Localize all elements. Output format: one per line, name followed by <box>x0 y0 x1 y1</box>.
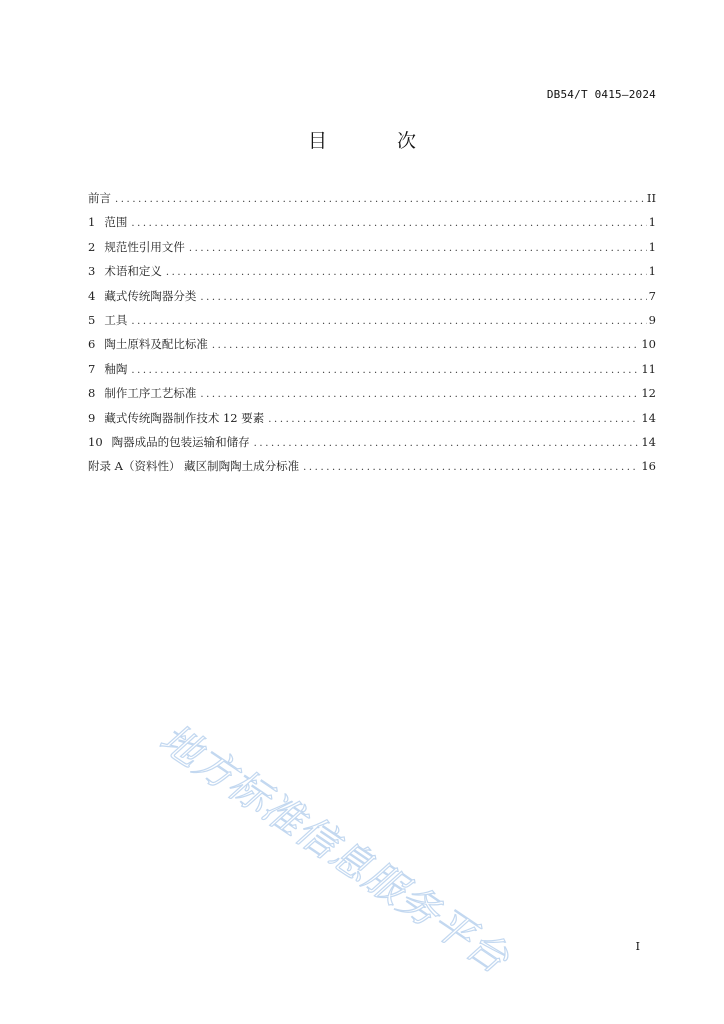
toc-entry-tools[interactable] <box>88 312 656 336</box>
toc-entry-title: 陶土原料及配比标准 <box>104 337 208 352</box>
toc-entry-page: II <box>646 191 656 205</box>
toc-entry-label <box>88 190 115 206</box>
document-code: DB54/T 0415—2024 <box>546 88 656 101</box>
watermark: 地方标准信息服务平台 <box>151 715 517 983</box>
toc-leader-dots <box>115 192 645 208</box>
table-of-contents <box>88 190 656 483</box>
toc-entry-clay-materials[interactable] <box>88 336 656 360</box>
toc-entry-page: 16 <box>641 459 656 474</box>
toc-entry-label <box>88 214 131 230</box>
toc-entry-terms-definitions[interactable] <box>88 263 656 287</box>
toc-leader-dots <box>131 314 646 330</box>
toc-entry-label <box>88 312 131 328</box>
toc-entry-number: 6 <box>88 337 96 352</box>
toc-entry-label <box>88 410 268 426</box>
toc-entry-page: 1 <box>648 264 656 279</box>
toc-entry-label <box>88 434 254 450</box>
toc-entry-label <box>88 263 166 279</box>
toc-leader-dots <box>254 436 640 452</box>
toc-entry-page: 14 <box>641 434 656 449</box>
toc-entry-appendix-a[interactable] <box>88 458 656 482</box>
toc-leader-dots <box>303 460 639 476</box>
toc-entry-label <box>88 361 131 377</box>
toc-entry-page: 1 <box>648 215 656 230</box>
toc-entry-classification[interactable] <box>88 288 656 312</box>
toc-entry-scope[interactable] <box>88 214 656 238</box>
toc-entry-label <box>88 336 212 352</box>
toc-leader-dots <box>131 216 646 232</box>
toc-entry-page: 11 <box>641 361 656 376</box>
toc-leader-dots <box>189 241 647 257</box>
page-title: 目 次 <box>307 130 449 152</box>
toc-entry-twelve-elements[interactable] <box>88 410 656 434</box>
toc-entry-label <box>88 239 189 255</box>
page-number: I <box>635 940 640 953</box>
toc-entry-page: 12 <box>641 386 656 401</box>
toc-entry-title: 范围 <box>104 215 128 230</box>
toc-entry-title: 术语和定义 <box>104 264 162 279</box>
toc-entry-page: 14 <box>641 410 656 425</box>
toc-entry-title: 釉陶 <box>104 361 128 376</box>
toc-entry-page: 10 <box>641 337 656 352</box>
toc-entry-label <box>88 458 303 474</box>
toc-entry-title: 制作工序工艺标准 <box>104 386 197 401</box>
toc-leader-dots <box>166 265 647 281</box>
toc-leader-dots <box>200 387 639 403</box>
toc-leader-dots <box>200 290 646 306</box>
toc-entry-title: 规范性引用文件 <box>104 239 185 254</box>
toc-leader-dots <box>212 338 640 354</box>
toc-entry-number: 10 <box>88 434 103 449</box>
toc-leader-dots <box>268 412 639 428</box>
toc-entry-number: 3 <box>88 264 96 279</box>
toc-entry-foreword[interactable] <box>88 190 656 214</box>
toc-entry-number: 9 <box>88 410 96 425</box>
toc-entry-page: 1 <box>648 239 656 254</box>
toc-entry-label <box>88 385 200 401</box>
toc-entry-title: 藏式传统陶器分类 <box>104 288 197 303</box>
toc-entry-number: 8 <box>88 386 96 401</box>
toc-entry-page: 9 <box>648 312 656 327</box>
toc-entry-number: 1 <box>88 215 96 230</box>
toc-entry-process-standards[interactable] <box>88 385 656 409</box>
toc-entry-number: 7 <box>88 361 96 376</box>
toc-entry-title: 工具 <box>104 312 128 327</box>
toc-entry-glazed-pottery[interactable] <box>88 361 656 385</box>
toc-entry-number: 2 <box>88 239 96 254</box>
toc-entry-page: 7 <box>648 288 656 303</box>
toc-entry-title: 附录 A（资料性） 藏区制陶陶土成分标准 <box>88 459 300 474</box>
toc-entry-number: 5 <box>88 312 96 327</box>
toc-entry-packaging-storage[interactable] <box>88 434 656 458</box>
toc-entry-title: 藏式传统陶器制作技术 12 要素 <box>104 410 265 425</box>
toc-leader-dots <box>131 363 639 379</box>
toc-entry-title: 陶器成品的包装运输和储存 <box>111 434 250 449</box>
toc-entry-normative-references[interactable] <box>88 239 656 263</box>
toc-entry-label <box>88 288 200 304</box>
toc-entry-title: 前言 <box>88 191 111 205</box>
toc-entry-number: 4 <box>88 288 96 303</box>
